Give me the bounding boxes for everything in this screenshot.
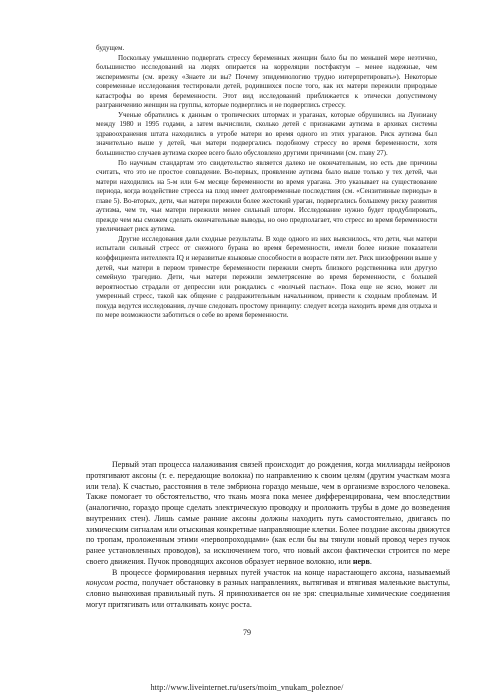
- main-paragraph-text: Первый этап процесса налаживания связей происходит до рождения, когда миллиарды нейронов протягивают аксоны (т. е. передающие волокна) по направлению к своим целям (другим участкам мозга или тела). К счастью, расстояния в теле эмбриона гораздо меньше, чем в организме взрослого человека. Также помогает то обстоятельство, что ткань мозга пока менее дифференцирована, чем впоследствии (аналогично, гораздо проще сделать электрическую проводку и проложить трубы в доме до возведения внутренних стен). Лишь самые ранние аксоны должны находить путь самостоятельно, двигаясь по химическим сигналам или отыскивая конкретные направляющие клетки. Более поздние аксоны движутся по тропам, проложенным этими «первопроходцами» (как если бы вы тянули новый провод через пучок ранее установленных проводов), за исключением того, что новый аксон фактически строится по мере своего движения. Пучок проводящих аксонов образует нервное волокно, или: [86, 460, 450, 566]
- main-paragraph: [86, 460, 450, 568]
- boxed-paragraph: Поскольку умышленно подвергать стрессу беременных женщин было бы по меньшей мере неэтично, большинство исследований на людях опирается на корреляции постфактум – менее надежные, чем эксперименты (см. врезку «Знаете ли вы? Почему эпидемиологию трудно интерпретировать»). Некоторые современные исследования тестировали детей, родившихся после того, как их матери пережили природные катастрофы во время беременности. Этот вид исследований приближается к этически допустимому разграничению женщин на группы, которые подверглись и не подверглись стрессу.: [96, 53, 437, 110]
- boxed-paragraph: По научным стандартам это свидетельство является далеко не окончательным, но есть две причины считать, что это не простое совпадение. Во-первых, проявление аутизма было выше только у тех детей, чьи матери находились на 5-м или 6-м месяце беременности во время урагана. Это указывает на существование периода, когда воздействие стресса на плод имеет долговременные последствия (см. «Сензитивные периоды» в главе 5). Во-вторых, дети, чьи матери пережили более жестокий ураган, подвергались большему риску развития аутизма, чем те, чьи матери пережили менее сильный шторм. Исследование нужно будет продублировать, прежде чем мы сможем сделать окончательные выводы, но оно предполагает, что стресс во время беременности увеличивает риск аутизма.: [96, 158, 437, 234]
- boxed-paragraph: Другие исследования дали сходные результаты. В ходе одного из них выяснилось, что дети, чьи матери испытали сильный стресс от снежного бурана во время беременности, имели более низкие показатели коэффициента интеллекта IQ и неразвитые языковые способности в возрасте пяти лет. Риск шизофрении выше у детей, чьи матери в первом триместре беременности пережили смерть близкого родственника или другую семейную трагедию. Дети, чьи матери пережили землетрясение во время беременности, с большей вероятностью страдали от депрессии или рождались с «волчьей пастью». Пока еще не ясно, может ли умеренный стресс, такой как общение с раздражительным начальником, привести к сходным проблемам. И покуда ведутся исследования, лучше следовать простому принципу: следует всегда находить время для отдыха и по мере возможности заботиться о себе во время беременности.: [96, 234, 437, 320]
- main-text: [86, 460, 450, 611]
- main-paragraph-text: В процессе формирования нервных путей участок на конце нарастающего аксона, называемый: [112, 567, 450, 577]
- main-paragraph-text: , получает обстановку в разных направлениях, вытягивая и втягивая маленькие выступы, словно вынюхивая правильный путь. Я принюхивается он не зря: специальные химические соединения могут притягивать или отталкивать конус роста.: [86, 578, 450, 609]
- main-paragraph: [86, 568, 450, 611]
- boxed-paragraph: будущем.: [96, 44, 125, 52]
- sidebar-box-text: [96, 44, 437, 321]
- boxed-paragraph: Ученые обратились к данным о тропических штормах и ураганах, которые обрушились на Луизиану между 1980 и 1995 годами, а затем вычислили, сколько детей с признаками аутизма в архивах системы здравоохранения штата находились в утробе матери во время одного из этих ураганов. Риск аутизма был значительно выше у детей, чьи матери подвергались подобному стрессу во время беременности, хотя большинство случаев аутизма скорее всего было обусловлено другими причинами (см. главу 27).: [96, 110, 437, 158]
- term-nerve: нерв: [352, 556, 370, 566]
- term-growth-cone: конусом роста: [86, 578, 138, 588]
- page-number: 79: [243, 628, 251, 637]
- footer-url[interactable]: http://www.liveinternet.ru/users/moim_vnukam_poleznoe/: [150, 683, 344, 692]
- punctuation: .: [369, 556, 372, 566]
